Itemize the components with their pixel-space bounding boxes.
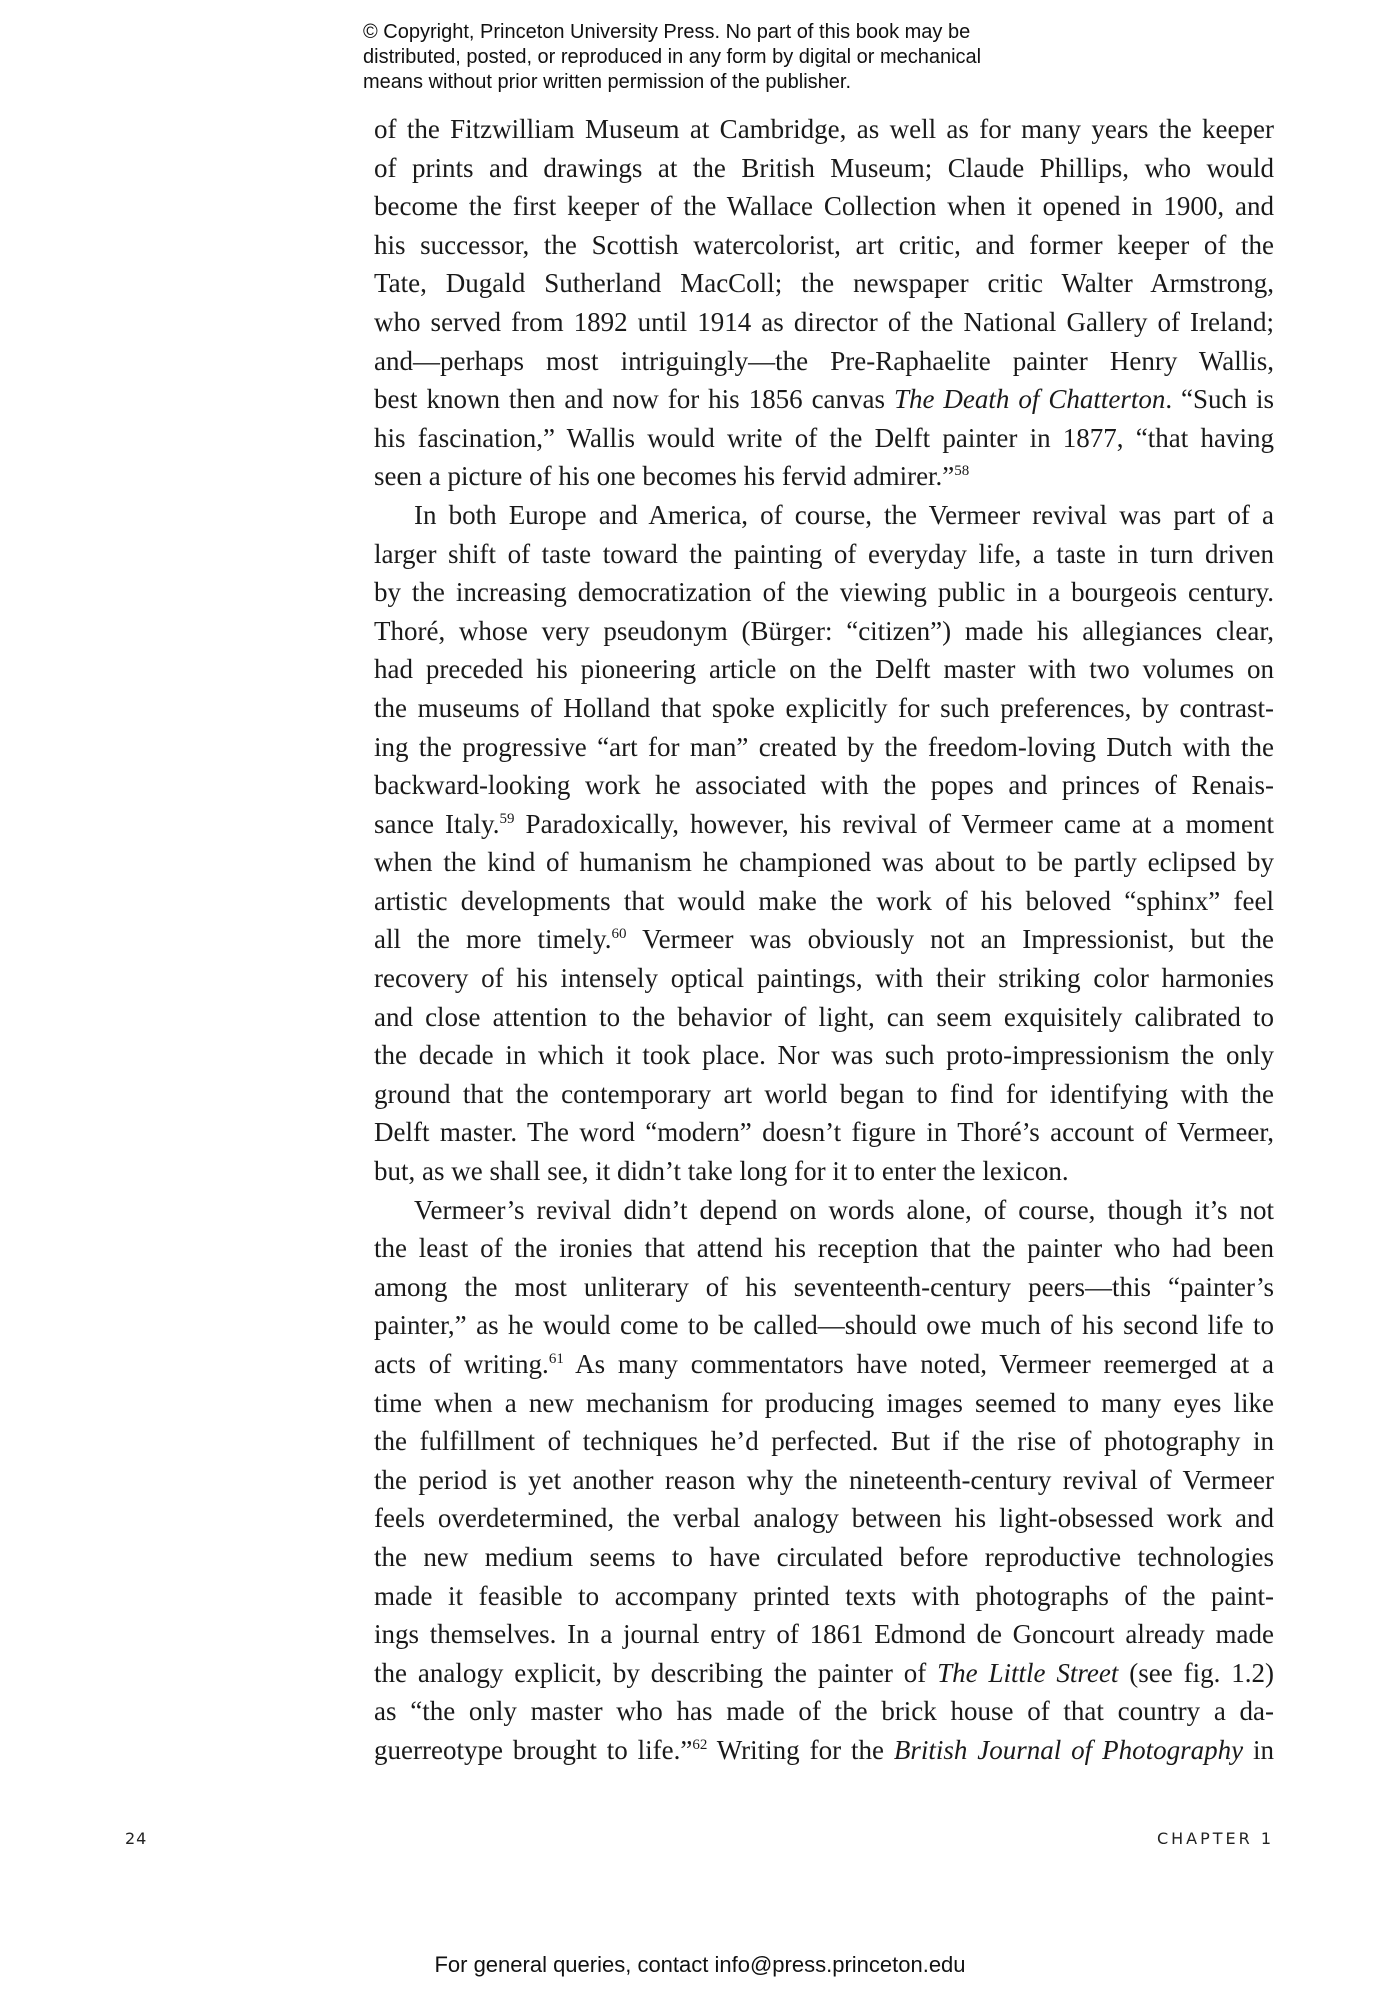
- copyright-line: © Copyright, Princeton University Press. No part of this book may be: [363, 21, 971, 43]
- text-line: the new medium seems to have circulated before reproductive technologies: [374, 1541, 1274, 1572]
- text-line: his successor, the Scottish watercolorist, art critic, and former keeper of the: [374, 229, 1274, 260]
- text-fragment: best known then and now for his 1856 canvas: [374, 384, 894, 415]
- footnote-ref: 61: [548, 1351, 564, 1367]
- text-line: [374, 457, 1274, 496]
- text-line: of prints and drawings at the British Museum; Claude Phillips, who would: [374, 152, 1274, 183]
- text-line: Tate, Dugald Sutherland MacColl; the newspaper critic Walter Armstrong,: [374, 268, 1274, 299]
- contact-notice: For general queries, contact info@press.princeton.edu: [434, 1952, 966, 1977]
- text-line: [374, 1345, 1274, 1384]
- body-text: [374, 110, 1274, 1770]
- text-line: as “the only master who has made of the brick house of that country a da-: [374, 1696, 1274, 1727]
- text-line: the decade in which it took place. Nor was such proto-impressionism the only: [374, 1040, 1274, 1071]
- text-line: his fascination,” Wallis would write of the Delft painter in 1877, “that having: [374, 422, 1274, 453]
- artwork-title: The Little Street: [937, 1657, 1119, 1688]
- text-fragment: sance Italy.: [374, 808, 500, 839]
- footnote-ref: 59: [499, 810, 515, 827]
- text-line: Delft master. The word “modern” doesn’t figure in Thoré’s account of Vermeer,: [374, 1117, 1274, 1148]
- text-line: ing the progressive “art for man” created by the freedom-loving Dutch with the: [374, 731, 1274, 762]
- text-line: feels overdetermined, the verbal analogy between his light-obsessed work and: [374, 1503, 1274, 1534]
- text-fragment: acts of writing.: [374, 1349, 549, 1379]
- text-line: Vermeer’s revival didn’t depend on words alone, of course, though it’s not: [414, 1194, 1274, 1225]
- text-line: of the Fitzwilliam Museum at Cambridge, as well as for many years the keeper: [374, 114, 1274, 144]
- copyright-line: distributed, posted, or reproduced in any form by digital or mechanical: [363, 46, 982, 68]
- footnote-ref: 62: [692, 1736, 708, 1753]
- text-line: the period is yet another reason why the nineteenth-century revival of Vermeer: [374, 1464, 1274, 1495]
- text-line: recovery of his intensely optical paintings, with their striking color harmonies: [374, 963, 1274, 994]
- text-line: had preceded his pioneering article on the Delft master with two volumes on: [374, 654, 1274, 685]
- text-line: [374, 1731, 1274, 1770]
- text-line: [374, 920, 1274, 959]
- text-line: [374, 1654, 1274, 1693]
- text-line: and close attention to the behavior of light, can seem exquisitely calibrated to: [374, 1001, 1274, 1032]
- text-line: by the increasing democratization of the viewing public in a bourgeois century.: [374, 577, 1274, 608]
- text-line: larger shift of taste toward the painting of everyday life, a taste in turn driven: [374, 538, 1274, 569]
- text-fragment: Vermeer was obviously not an Impressionist, but the: [626, 924, 1275, 955]
- journal-title: British Journal of Photography: [893, 1734, 1244, 1765]
- footnote-ref: 58: [954, 463, 970, 480]
- text-fragment: seen a picture of his one becomes his fervid admirer.”: [374, 461, 955, 492]
- text-line: ground that the contemporary art world began to find for identifying with the: [374, 1078, 1274, 1109]
- footnote-ref: 60: [611, 926, 627, 943]
- text-fragment: Writing for the: [716, 1734, 894, 1765]
- running-head: CHAPTER 1: [1156, 1829, 1274, 1848]
- text-fragment: guerreotype brought to life.”: [374, 1734, 693, 1765]
- text-line: the fulfillment of techniques he’d perfected. But if the rise of photography in: [374, 1426, 1274, 1457]
- text-line: the museums of Holland that spoke explicitly for such preferences, by contrast-: [374, 692, 1274, 723]
- text-line: Thoré, whose very pseudonym (Bürger: “citizen”) made his allegiances clear,: [374, 615, 1274, 646]
- text-line: made it feasible to accompany printed texts with photographs of the paint-: [374, 1580, 1274, 1611]
- text-fragment: As many commentators have noted, Vermeer reemerged at a: [563, 1349, 1274, 1379]
- text-line: artistic developments that would make the work of his beloved “sphinx” feel: [374, 885, 1274, 916]
- text-line: [374, 380, 1274, 419]
- text-line: the least of the ironies that attend his reception that the painter who had been: [374, 1233, 1274, 1264]
- text-line: but, as we shall see, it didn’t take long for it to enter the lexicon.: [374, 1156, 1069, 1187]
- text-line: painter,” as he would come to be called—should owe much of his second life to: [374, 1310, 1274, 1341]
- text-line: and—perhaps most intriguingly—the Pre-Raphaelite painter Henry Wallis,: [374, 345, 1274, 376]
- text-line: time when a new mechanism for producing images seemed to many eyes like: [374, 1387, 1274, 1418]
- text-line: among the most unliterary of his seventeenth-century peers—this “painter’s: [374, 1271, 1274, 1302]
- text-fragment: all the more timely.: [374, 924, 612, 955]
- copyright-notice: [363, 20, 1123, 95]
- text-line: [374, 805, 1274, 844]
- text-line: become the first keeper of the Wallace Collection when it opened in 1900, and: [374, 191, 1274, 222]
- text-fragment: . “Such is: [1165, 384, 1274, 415]
- page-number: 24: [125, 1829, 148, 1848]
- text-line: backward-looking work he associated with the popes and princes of Renais-: [374, 770, 1274, 801]
- text-fragment: Paradoxically, however, his revival of Vermeer came at a moment: [514, 808, 1274, 839]
- text-line: who served from 1892 until 1914 as director of the National Gallery of Ireland;: [374, 306, 1274, 337]
- text-line: when the kind of humanism he championed was about to be partly eclipsed by: [374, 847, 1274, 878]
- text-line: In both Europe and America, of course, the Vermeer revival was part of a: [414, 499, 1274, 530]
- text-fragment: the analogy explicit, by describing the painter of: [374, 1657, 938, 1688]
- text-fragment: in: [1243, 1734, 1274, 1765]
- artwork-title: The Death of Chatterton: [893, 384, 1166, 415]
- text-fragment: (see fig. 1.2): [1118, 1657, 1275, 1688]
- copyright-line: means without prior written permission of the publisher.: [363, 71, 852, 93]
- text-line: ings themselves. In a journal entry of 1861 Edmond de Goncourt already made: [374, 1619, 1274, 1650]
